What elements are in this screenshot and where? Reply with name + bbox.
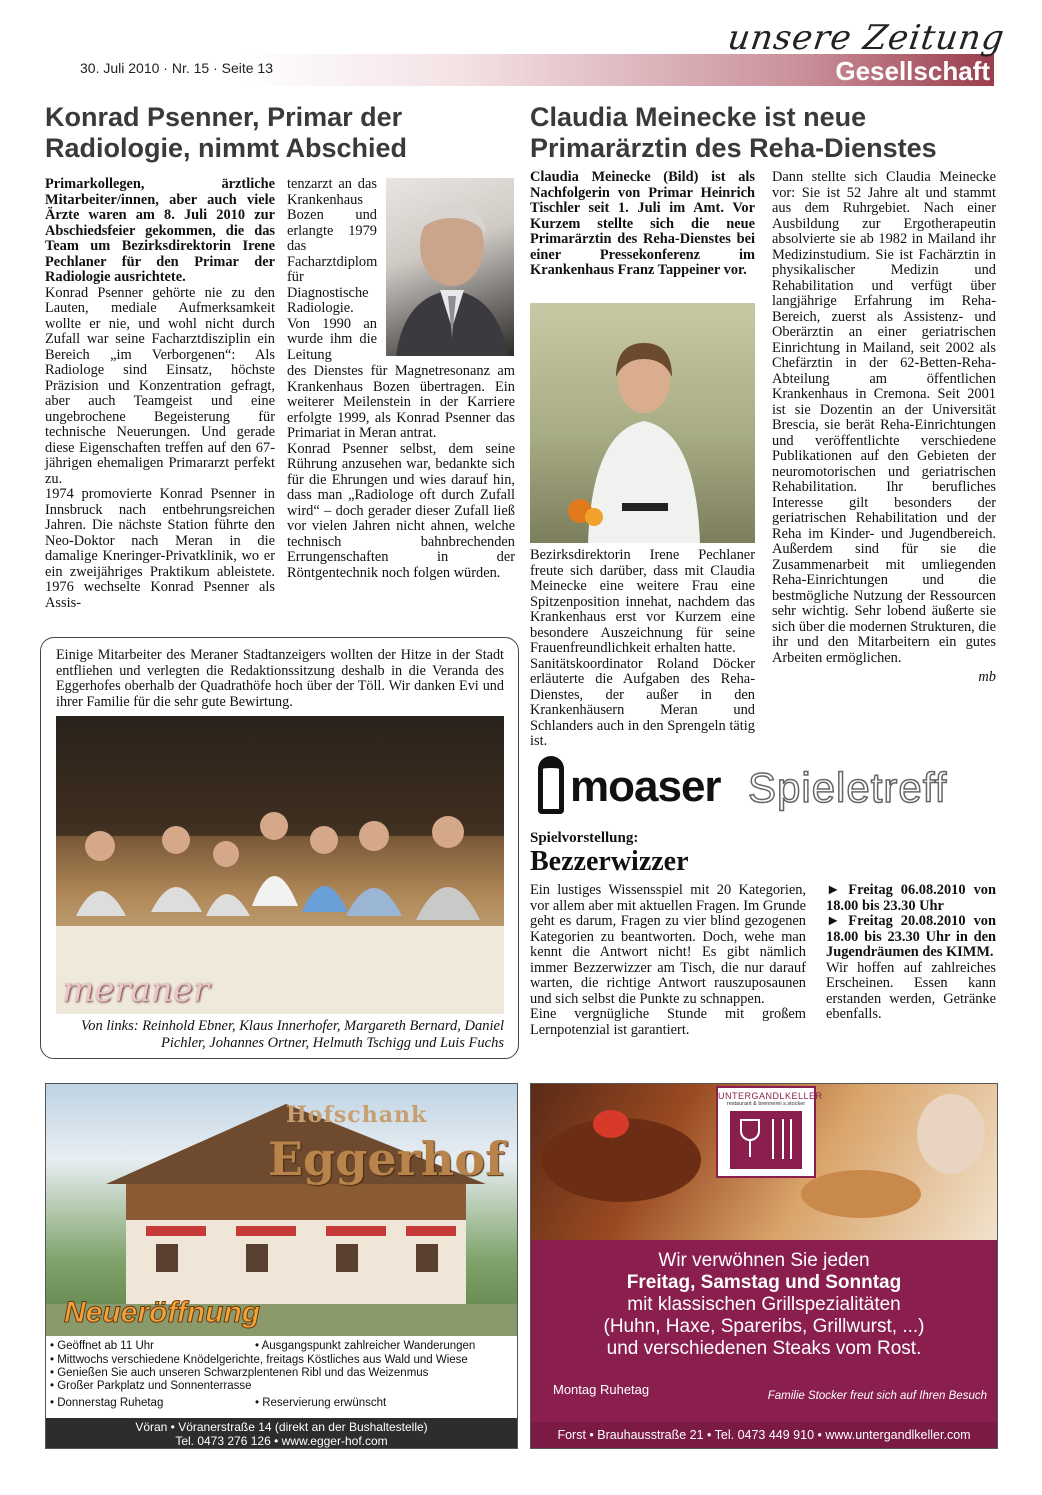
untergandl-promo-band — [531, 1240, 997, 1422]
article1-paragraph: Konrad Psenner gehörte nie zu den Lauten, mediale Aufmerksamkeit wollte er nie, und wohl nicht durch Zufall war seine Facharztdisziplin ein Bereich „im Verborgenen“: Als Radiologe sind Einsatz, höchste Präzision und Konzentration gefragt, aber auch Teamgeist und eine ungebrochene Begeisterung für technische Neuerungen. Und gerade diese Eigenschaften treffen auf den 67-jährigen ehemaligen Primararzt perfekt zu. — [45, 284, 275, 487]
bullet-item: • Geöffnet ab 11 Uhr — [50, 1340, 154, 1352]
article2-lead: Claudia Meinecke (Bild) ist als Nachfolgerin von Primar Heinrich Tischler seit 1. Juli im Amt. Vor Kurzem stellte sich die neue Primarärztin des Reha-Dienstes bei einer Pressekonferenz im Krankenhaus Franz Tappeiner vor. — [530, 169, 755, 278]
eggerhof-address: Vöran • Vöranerstraße 14 (direkt an der Bushaltestelle) — [135, 1420, 428, 1434]
spieletreff-dates — [826, 883, 996, 1023]
eggerhof-bullet-right — [255, 1340, 515, 1353]
spieletreff-title: Bezzerwizzer — [530, 846, 689, 877]
wineglass-cutlery-icon — [730, 1111, 802, 1169]
meraner-watermark: meraner — [62, 970, 210, 1010]
staff-photo-caption: Von links: Reinhold Ebner, Klaus Innerhofer, Margareth Bernard, Daniel Pichler, Johannes Ortner, Helmuth Tschigg und Luis Fuchs — [80, 1018, 504, 1051]
untergandl-logo-sub: restaurant & brennerei s.stocker — [726, 1101, 806, 1107]
portrait-photo-meinecke — [530, 303, 755, 543]
eggerhof-sign-small: Hofschank — [286, 1102, 428, 1128]
eggerhof-bullet-right2 — [255, 1397, 515, 1410]
article1-col2-top — [287, 177, 377, 363]
newspaper-logo: unsere Zeitung — [724, 18, 1007, 58]
article2-col2 — [772, 170, 996, 686]
article2-paragraph: Sanitätskoordinator Roland Döcker erläuterte die Aufgaben des Reha-Dienstes, der außer in den Krankenhäusern Meran und Schlanders auch in den Sprengeln tätig ist. — [530, 655, 755, 749]
section-title: Gesellschaft — [835, 56, 990, 86]
untergandl-food-photo — [531, 1084, 997, 1240]
untergandl-logo — [716, 1086, 823, 1178]
article1-title: Konrad Psenner, Primar der Radiologie, nimmt Abschied — [45, 102, 408, 163]
promo-line: Wir verwöhnen Sie jeden — [658, 1250, 870, 1271]
article2-title: Claudia Meinecke ist neue Primarärztin des Reha-Dienstes — [530, 102, 937, 163]
article1-lead: Primarkollegen, ärztliche Mitarbeiter/innen, aber auch viele Ärzte waren am 8. Juli 2010 zur Abschiedsfeier gekommen, die das Team um Bezirksdirektorin Irene Pechlaner für den Primar der Radiologie ausrichtete. — [45, 176, 275, 285]
eggerhof-bullet-last — [50, 1397, 260, 1410]
article1-paragraph: 1974 promovierte Konrad Psenner in Innsbruck nach entbehrungsreichen Jahren. Die nächste Station führte den Neo-Doktor nach Meran in die damalige Kneringer-Privatklinik, wo er ein zweijähriges Praktikum ableistete. 1976 wechselte Konrad Psenner als Assis- — [45, 486, 275, 611]
promo-line: mit klassischen Grillspezialitäten — [627, 1294, 901, 1315]
bullet-item: • Reservierung erwünscht — [255, 1397, 387, 1409]
eggerhof-opening-banner: Neueröffnung — [64, 1296, 261, 1329]
article1-col1 — [45, 177, 275, 611]
bullet-item: • Großer Parkplatz und Sonnenterrasse — [50, 1380, 252, 1392]
spieletreff-paragraph: Ein lustiges Wissensspiel mit 20 Kategorien, vor allem aber mit aktuellen Fragen. Im Grunde geht es darum, Fragen zu vier blind gezogenen Kategorien zu beantworten. Doch, wehe man kennt die Antwort nicht! Es gibt nämlich immer Bezzerwizzer am Tisch, die nur darauf warten, die richtige Antwort rauszuposaunen und sich selbst die Punkte zu schnappen. — [530, 882, 806, 1007]
bullet-item: • Genießen Sie auch unseren Schwarzplentenen Ribl und das Weizenmus — [50, 1367, 429, 1379]
promo-line: (Huhn, Haxe, Spareribs, Grillwurst, ...) — [603, 1316, 925, 1337]
article2-col1-bottom — [530, 548, 755, 750]
portrait-photo-psenner — [386, 178, 514, 356]
article2-paragraph: Dann stellte sich Claudia Meinecke vor: Sie ist 52 Jahre alt und stammt aus dem Ruhrgebiet. Nach einer Ausbildung zur Ergotherapeutin absolvierte sie ab 1982 in Mailand ihr Medizinstudium. Sie ist Fachärztin in physikalischer Medizin und Rehabilitation und verfügt über langjährige Erfahrung im Reha-Bereich, zuerst als Assistenz- und Oberärztin an einer geriatrischen Einrichtung in Mailand, seit 2002 als Chefärztin in der 62-Betten-Reha-Abteilung am öffentlichen Krankenhaus in Cremona. Seit 2001 ist sie Dozentin an der Universität Brescia, sie berät Reha-Einrichtungen und veröffentlichte verschiedene Publikationen auf den Gebieten der neuromotorischen und geriatrischen Rehabilitation. Ihr berufliches Interesse gilt besonders der geriatrischen Rehabilitation und der Reha im Kinder- und Jugendbereich. Außerdem sind für sie die Zusammenarbeit mit umliegenden Reha-Einrichtungen und die bestmögliche Nutzung der Ressourcen sehr wichtig. Sehr lobend äußerte sie sich über die modernen Strukturen, die ihr und den Mitarbeitern ein gutes Arbeiten ermöglichen. — [772, 169, 996, 666]
article1-paragraph: tenzarzt an das Krankenhaus Bozen und erlangte 1979 das Facharztdiplom für Diagnostische Radiologie. Von 1990 an wurde ihm die Leitung — [287, 176, 378, 363]
spieletreff-logo — [530, 750, 1000, 820]
eggerhof-photo — [46, 1084, 517, 1336]
promo-line-days: Freitag, Samstag und Sonntag — [626, 1272, 902, 1293]
article2-signature: mb — [978, 669, 996, 685]
event-date: ► Freitag 06.08.2010 von 18.00 bis 23.30 Uhr — [826, 882, 996, 914]
eggerhof-sign-large: Eggerhof — [268, 1132, 505, 1186]
spieletreff-brand-main: moaser — [570, 762, 721, 811]
eggerhof-contact: Tel. 0473 276 126 • www.egger-hof.com — [175, 1434, 388, 1448]
dateline: 30. Juli 2010 · Nr. 15 · Seite 13 — [80, 60, 273, 76]
untergandl-family-note: Familie Stocker freut sich auf Ihren Besuch — [767, 1390, 987, 1402]
article1-paragraph: des Dienstes für Magnetresonanz am Krankenhaus Bozen übertragen. Ein weiterer Meilenstein in der Karriere erfolgte 1999, als Konrad Psenner das Primariat in Meran antrat. — [287, 363, 515, 441]
article2-col1-top — [530, 170, 755, 279]
staff-box-text: Einige Mitarbeiter des Meraner Stadtanzeigers wollten der Hitze in der Stadt entfliehen und verlegten die Redaktionssitzung deshalb in die Veranda des Eggerhofes oberhalb der Quadrathöfe hoch über der Töll. Wir danken Evi und ihrer Familie für die sehr gute Bewirtung. — [56, 647, 504, 710]
article2-paragraph: Bezirksdirektorin Irene Pechlaner freute sich darüber, dass mit Claudia Meinecke eine weitere Frau eine Spitzenposition innehat, nachdem das Krankenhaus erst vor Kurzem eine besondere Auszeichnung für seine Frauenfreundlichkeit erhalten hatte. — [530, 547, 755, 656]
eggerhof-bullets-mid — [50, 1354, 515, 1393]
promo-line: und verschiedenen Steaks vom Rost. — [606, 1338, 922, 1359]
spieletreff-brand-outline: Spieletreff — [748, 764, 948, 811]
article1-paragraph: Konrad Psenner selbst, dem seine Rührung anzusehen war, bedankte sich für die Ehrungen und wies darauf hin, dass man „Radiologe oft durch Zufall wird“ – doch gerader dieser Zufall ließ vor vielen Jahren nicht ahnen, welche technisch bahnbrechenden Errungenschaften in der Röntgentechnik noch folgen würden. — [287, 440, 515, 581]
spieletreff-body — [530, 883, 806, 1038]
portrait-illustration — [386, 178, 514, 356]
bullet-item: • Ausgangspunkt zahlreicher Wanderungen — [255, 1340, 476, 1352]
event-date: ► Freitag 20.08.2010 von 18.00 bis 23.30 Uhr in den Jugendräumen des KIMM. — [826, 913, 996, 960]
bullet-item: • Donnerstag Ruhetag — [50, 1397, 164, 1409]
spieletreff-paragraph: Eine vergnügliche Stunde mit großem Lernpotenzial ist garantiert. — [530, 1006, 806, 1038]
untergandl-footer: Forst • Brauhausstraße 21 • Tel. 0473 449 910 • www.untergandlkeller.com — [531, 1422, 997, 1448]
article1-col2-bottom — [287, 364, 515, 581]
spieletreff-kicker: Spielvorstellung: — [530, 830, 639, 846]
eggerhof-footer — [46, 1418, 517, 1448]
untergandl-closed-day: Montag Ruhetag — [553, 1382, 650, 1397]
staff-group-photo — [56, 716, 504, 1014]
eggerhof-bullets-left — [50, 1340, 260, 1353]
portrait-illustration — [530, 303, 755, 543]
spieletreff-closing: Wir hoffen auf zahlreiches Erscheinen. Essen kann erstanden werden, Getränke ebenfalls. — [826, 959, 996, 1022]
keyhole-icon — [538, 756, 564, 814]
untergandl-logo-name: UNTERGANDLKELLER — [718, 1091, 823, 1101]
bullet-item: • Mittwochs verschiedene Knödelgerichte, freitags Köstliches aus Wald und Wiese — [50, 1354, 468, 1366]
